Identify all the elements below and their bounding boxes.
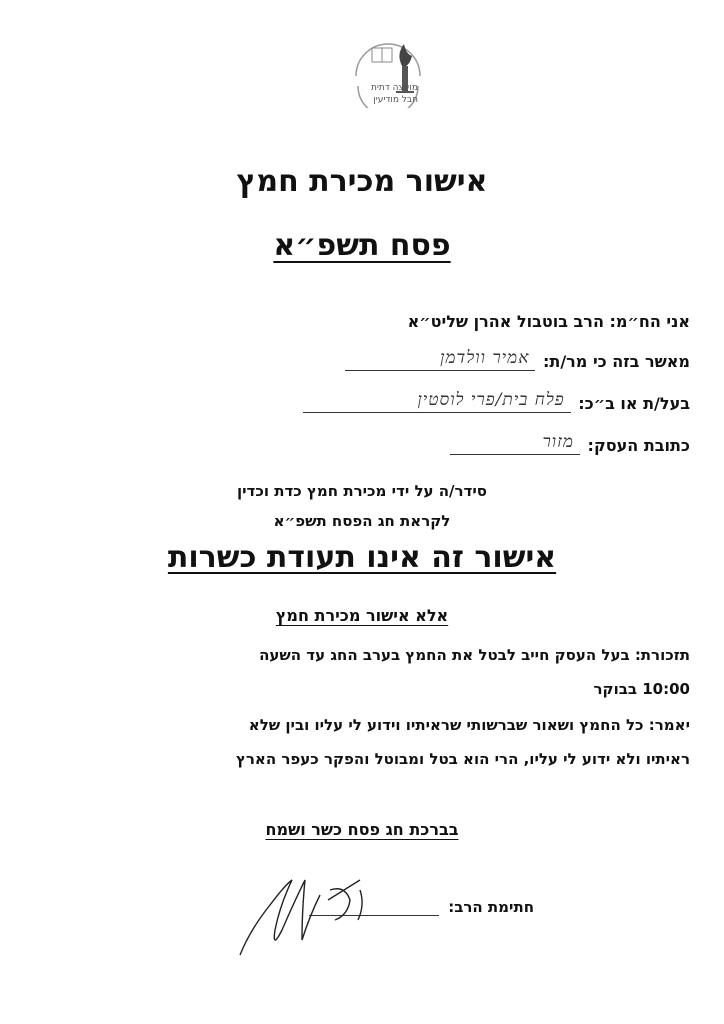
confirm-field — [345, 350, 535, 371]
address-label: כתובת העסק: — [587, 436, 690, 455]
signature-label: חתימת הרב: — [448, 898, 534, 916]
rabbi-line: אני הח״מ: הרב בוטבול אהרן שליט״א — [407, 312, 690, 331]
logo-caption — [318, 82, 418, 106]
logo-line-2: חבל מודיעין — [373, 95, 418, 105]
reminder-line-2: 10:00 בבוקר — [593, 680, 690, 698]
confirm-line — [345, 350, 690, 371]
arranged-line-1: סידר/ה על ידי מכירת חמץ כדת וכדין — [236, 482, 487, 500]
owner-label: בעל/ת או ב״כ: — [578, 394, 690, 413]
logo-line-1: מועצה דתית — [370, 83, 418, 93]
owner-value: פלח בית/פרי לוסטין — [417, 390, 565, 410]
owner-field — [303, 392, 571, 413]
holiday-blessing — [0, 820, 724, 839]
blessing-text: בברכת חג פסח כשר ושמח — [265, 820, 459, 839]
document-title: אישור מכירת חמץ — [236, 164, 488, 199]
owner-line — [303, 392, 690, 413]
notice-big-text: אישור זה אינו תעודת כשרות — [167, 540, 557, 575]
document-subtitle — [0, 228, 724, 263]
declaration-line-2: ראיתיו ולא ידוע לי עליו, הרי הוא בטל ומבוטל והפקר כעפר הארץ — [235, 750, 690, 768]
sale-confirmation-notice — [0, 606, 724, 625]
not-kosher-certificate-notice — [0, 540, 724, 575]
subtitle-text: פסח תשפ״א — [273, 228, 451, 263]
arranged-line-2: לקראת חג הפסח תשפ״א — [273, 512, 451, 530]
address-field — [450, 434, 580, 455]
reminder-line-1: תזכורת: בעל העסק חייב לבטל את החמץ בערב החג עד השעה — [259, 646, 690, 664]
declaration-line-1: יאמר: כל החמץ ושאור שברשותי שראיתיו וידוע לי עליו ובין שלא — [248, 716, 690, 734]
rabbi-signature — [210, 860, 410, 970]
address-value: מזור — [542, 432, 574, 452]
confirm-value: אמיר וולדמן — [440, 348, 530, 368]
address-line — [450, 434, 690, 455]
notice-small-text: אלא אישור מכירת חמץ — [275, 606, 449, 625]
confirm-label: מאשר בזה כי מר/ת: — [542, 352, 690, 371]
